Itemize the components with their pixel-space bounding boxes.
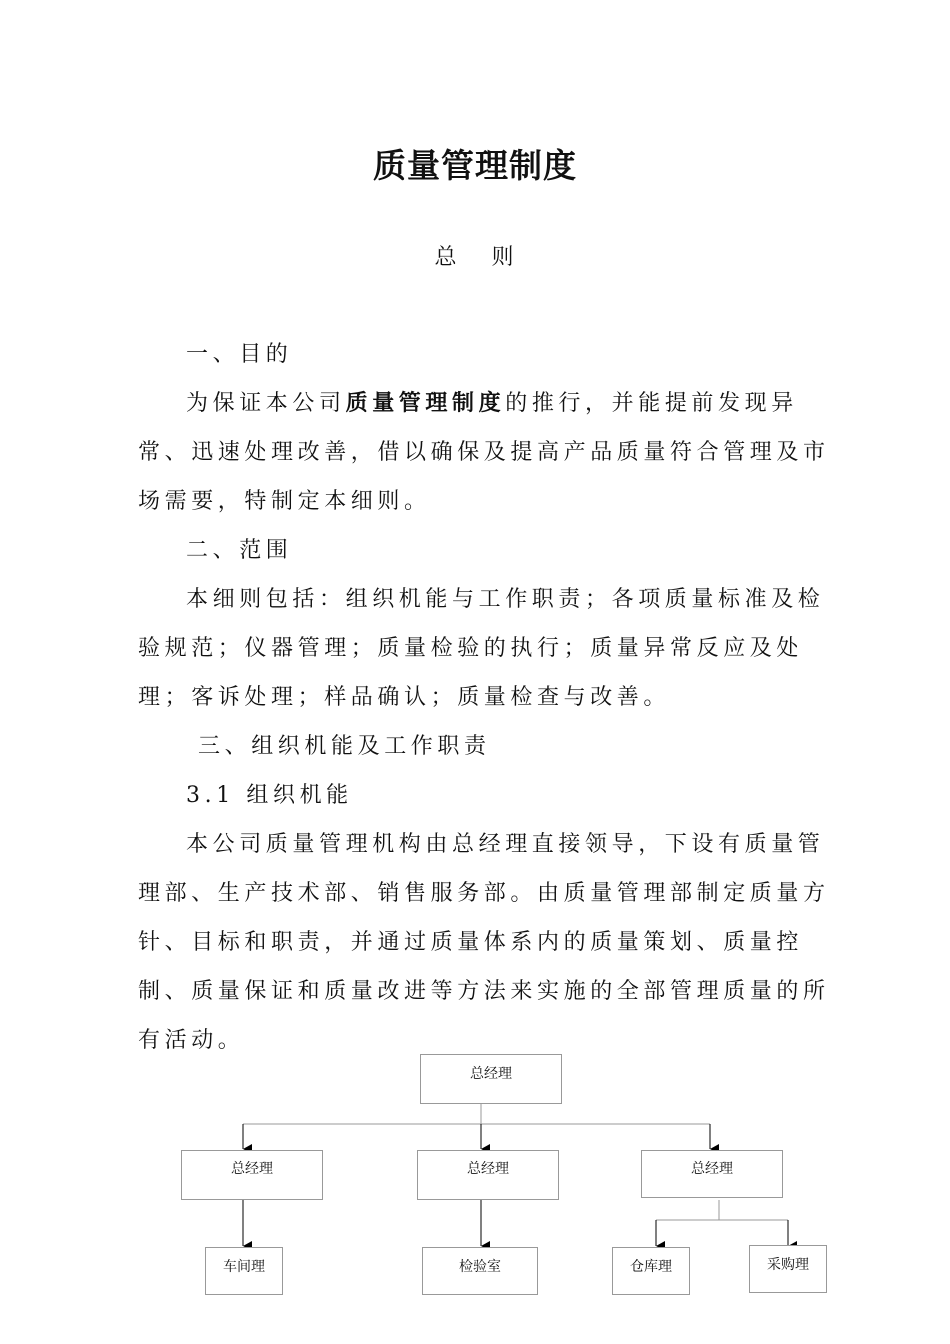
org-node-top: 总经理 [420,1054,562,1104]
section-2-body: 本细则包括：组织机能与工作职责；各项质量标准及检验规范；仪器管理；质量检验的执行；质量异常反应及处理；客诉处理；样品确认；质量检查与改善。 [138,587,825,710]
section-3-1-body: 本公司质量管理机构由总经理直接领导，下设有质量管理部、生产技术部、销售服务部。由质量管理部制定质量方针、目标和职责，并通过质量体系内的质量策划、质量控制、质量保证和质量改进等方法来实施的全部管理质量的所有活动。 [138,832,830,1053]
section-3-1-heading: 3.1 组织机能 [186,783,353,808]
section-1-body [138,379,838,526]
page-title: 质量管理制度 [373,146,577,185]
org-node-level2-3: 总经理 [641,1150,783,1198]
section-1-heading: 一、目的 [186,342,293,367]
org-node-level2-1: 总经理 [181,1150,323,1200]
org-node-level2-2: 总经理 [417,1150,559,1200]
subtitle-char-2: 则 [491,245,516,270]
subtitle-char-1: 总 [434,245,459,270]
section-subtitle [0,240,950,271]
section-1-body-pre: 为保证本公司 [186,391,346,416]
org-node-purchasing: 采购理 [749,1245,827,1293]
org-node-warehouse: 仓库理 [612,1247,690,1295]
section-3-heading: 三、组织机能及工作职责 [198,734,491,759]
org-node-inspection: 检验室 [422,1247,538,1295]
section-1-body-bold: 质量管理制度 [345,390,506,416]
org-node-workshop: 车间理 [205,1247,283,1295]
org-chart [0,1040,950,1344]
section-2-heading: 二、范围 [186,538,293,563]
section-1-body-post: 的推行，并能提前发现异常、迅速处理改善，借以确保及提高产品质量符合管理及市场需要，特制定本细则。 [138,391,830,514]
